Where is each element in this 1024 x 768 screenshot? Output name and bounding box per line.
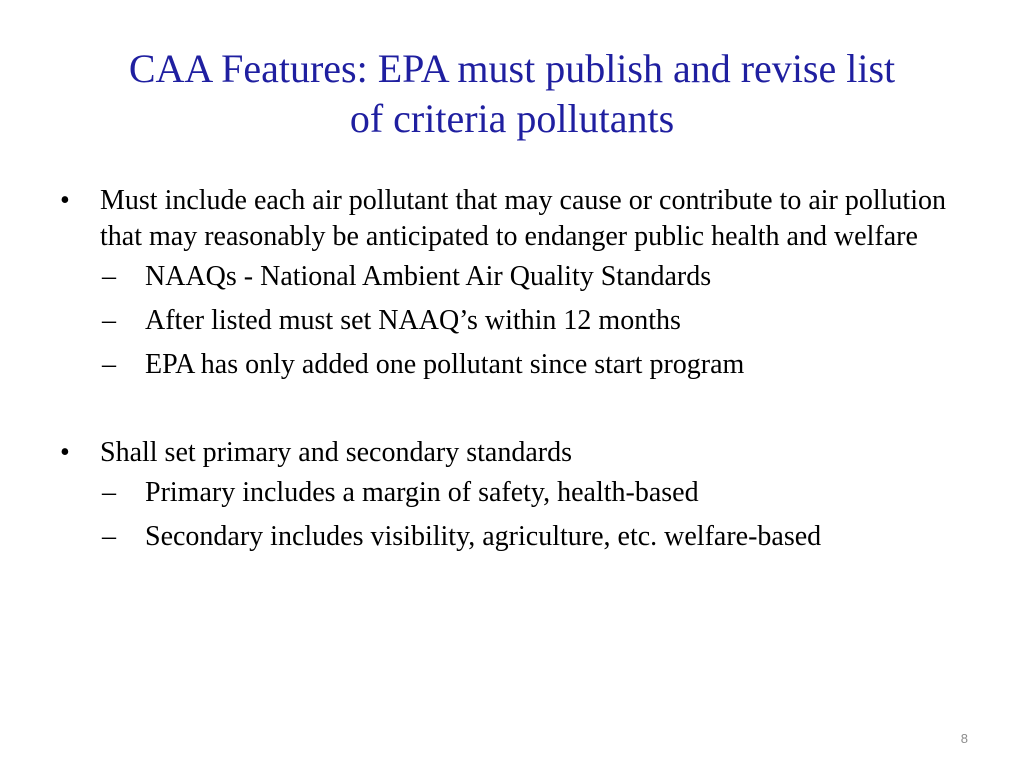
dash-icon: – [102,349,116,380]
slide-title [40,44,984,144]
dash-icon: – [102,305,116,336]
page-number: 8 [960,731,968,746]
bullet-item [60,183,980,383]
sub-bullet-item [100,259,980,295]
sub-bullet-item [100,475,980,511]
bullet-icon: • [60,185,70,216]
slide-title-line-2: of criteria pollutants [349,96,675,141]
dash-icon: – [102,261,116,292]
bullet-text: Must include each air pollutant that may cause or contribute to air pollution that may reasonably be anticipated to endanger public health and welfare [100,185,946,252]
sub-bullet-list [100,475,980,555]
sub-bullet-text: Secondary includes visibility, agriculture, etc. welfare-based [145,521,822,552]
sub-bullet-text: EPA has only added one pollutant since start program [145,349,745,380]
bullet-item [60,435,980,555]
sub-bullet-text: After listed must set NAAQ’s within 12 months [145,305,681,336]
spacer [60,391,980,435]
sub-bullet-text: Primary includes a margin of safety, health-based [145,477,699,508]
dash-icon: – [102,521,116,552]
sub-bullet-item [100,519,980,555]
dash-icon: – [102,477,116,508]
sub-bullet-text: NAAQs - National Ambient Air Quality Standards [145,261,712,292]
slide-title-line-1: CAA Features: EPA must publish and revise list [128,46,896,91]
sub-bullet-item [100,303,980,339]
sub-bullet-item [100,347,980,383]
bullet-text: Shall set primary and secondary standards [100,437,572,468]
bullet-list [60,183,980,563]
bullet-icon: • [60,437,70,468]
sub-bullet-list [100,259,980,383]
